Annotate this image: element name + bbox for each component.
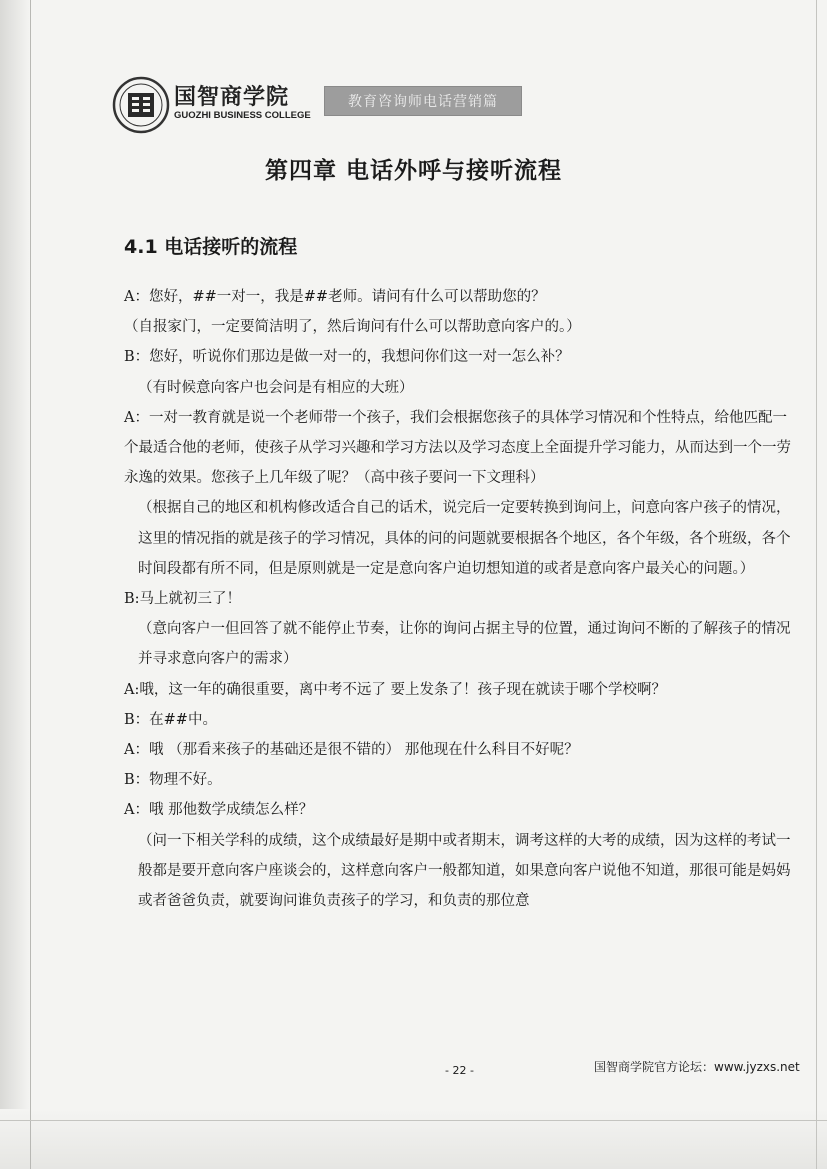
scan-shadow-bottom	[0, 1109, 827, 1169]
dialogue-line: B：在##中。	[124, 711, 217, 728]
note-line: （有时候意向客户也会问是有相应的大班）	[138, 379, 414, 396]
college-name-cn: 国智商学院	[174, 85, 290, 110]
dialogue-line: A：哦 （那看来孩子的基础还是很不错的） 那他现在什么科目不好呢？	[124, 742, 579, 759]
dialogue-line: A：一对一教育就是说一个老师带一个孩子，我们会根据您孩子的具体学习情况和个性特点，给他匹配一个最适合他的老师，使孩子从学习兴趣和学习方法以及学习态度上全面提升学习能力，从而达到一个一劳永逸的效果。您孩子上几年级了呢？（高中孩子要问一下文理科）	[124, 409, 791, 487]
chapter-title: 第四章 电话外呼与接听流程	[264, 158, 562, 184]
note-line: （根据自己的地区和机构修改适合自己的话术，说完后一定要转换到询问上，问意向客户孩子的情况，这里的情况指的就是孩子的学习情况，具体的问的问题就要根据各个地区，各个年级，各个班级，各个时间段都有所不同，但是原则就是一定是意向客户迫切想知道的或者是意向客户最关心的问题。）	[138, 500, 791, 577]
dialogue-line: B：您好，听说你们那边是做一对一的，我想问你们这一对一怎么补？	[124, 349, 570, 366]
dialogue-line: B:马上就初三了！	[124, 591, 242, 608]
document-header	[112, 76, 532, 136]
college-logo-icon	[112, 76, 170, 134]
dialogue-line: A：您好，##一对一，我是##老师。请问有什么可以帮助您的？	[124, 289, 546, 305]
dialogue-body	[124, 282, 794, 916]
page-number: - 22 -	[445, 1064, 474, 1077]
header-tagline: 教育咨询师电话营销篇	[324, 86, 522, 116]
dialogue-line: B：物理不好。	[124, 772, 222, 789]
page-edge-bottom	[0, 1120, 827, 1121]
dialogue-line: A：哦 那他数学成绩怎么样？	[124, 802, 314, 819]
dialogue-line: A:哦，这一年的确很重要，离中考不远了 要上发条了！孩子现在就读于哪个学校啊？	[124, 681, 666, 698]
forum-footer: 国智商学院官方论坛：www.jyzxs.net	[594, 1060, 800, 1074]
note-line: （意向客户一但回答了就不能停止节奏，让你的询问占据主导的位置，通过询问不断的了解孩子的情况并寻求意向客户的需求）	[138, 621, 791, 668]
note-line: （问一下相关学科的成绩，这个成绩最好是期中或者期末，调考这样的大考的成绩，因为这样的考试一般都是要开意向客户座谈会的，这样意向客户一般都知道，如果意向客户说他不知道，那很可能是妈妈或者爸爸负责，就要询问谁负责孩子的学习，和负责的那位意	[138, 832, 791, 910]
section-title: 4.1 电话接听的流程	[124, 236, 298, 258]
note-line: （自报家门，一定要简洁明了，然后询问有什么可以帮助意向客户的。）	[124, 319, 581, 336]
college-name-en: GUOZHI BUSINESS COLLEGE	[174, 110, 311, 121]
